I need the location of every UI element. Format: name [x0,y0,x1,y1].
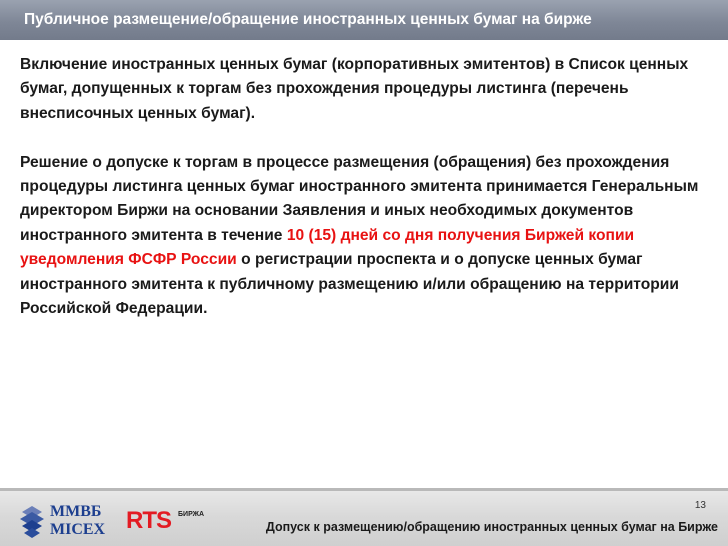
rts-logo [126,507,206,537]
paragraph-decision [20,151,710,322]
footer-caption: Допуск к размещению/обращению иностранных ценных бумаг на Бирже [265,520,718,534]
deadline-highlight: 10 (15) дней со дня получения Биржей копии уведомления ФСФР России [20,226,635,269]
rts-logo-subtext: БИРЖА [178,511,205,518]
slide-body [20,53,710,321]
paragraph-listing: Включение иностранных ценных бумаг (корпоративных эмитентов) в Список ценных бумаг, допущенных к торгам без прохождения процедуры листинга (перечень внесписочных ценных бумаг). [20,56,689,122]
page-number: 13 [694,500,706,511]
slide-title-bar [0,0,728,40]
mmvb-emblem-icon [18,502,48,542]
rts-logo-text: RTS [126,507,171,534]
slide-title: Публичное размещение/обращение иностранных ценных бумаг на бирже [24,11,592,28]
mmvb-logo-text: ММВБ [50,503,102,520]
micex-logo-text: MICEX [50,521,106,538]
decision-text-end: о регистрации проспекта и о допуске ценных бумаг иностранного эмитента к публичному размещению и/или обращению на территории Российской Федерации. [20,251,679,318]
footer-band [0,491,728,546]
decision-text-start: Решение о допуске к торгам в процессе размещения (обращения) без прохождения процедуры листинга ценных бумаг иностранного эмитента принимается Генеральным директором Биржи на основании Заявления и иных необходимых документов иностранного эмитента в течение [20,153,699,244]
mmvb-micex-logo [18,500,108,542]
